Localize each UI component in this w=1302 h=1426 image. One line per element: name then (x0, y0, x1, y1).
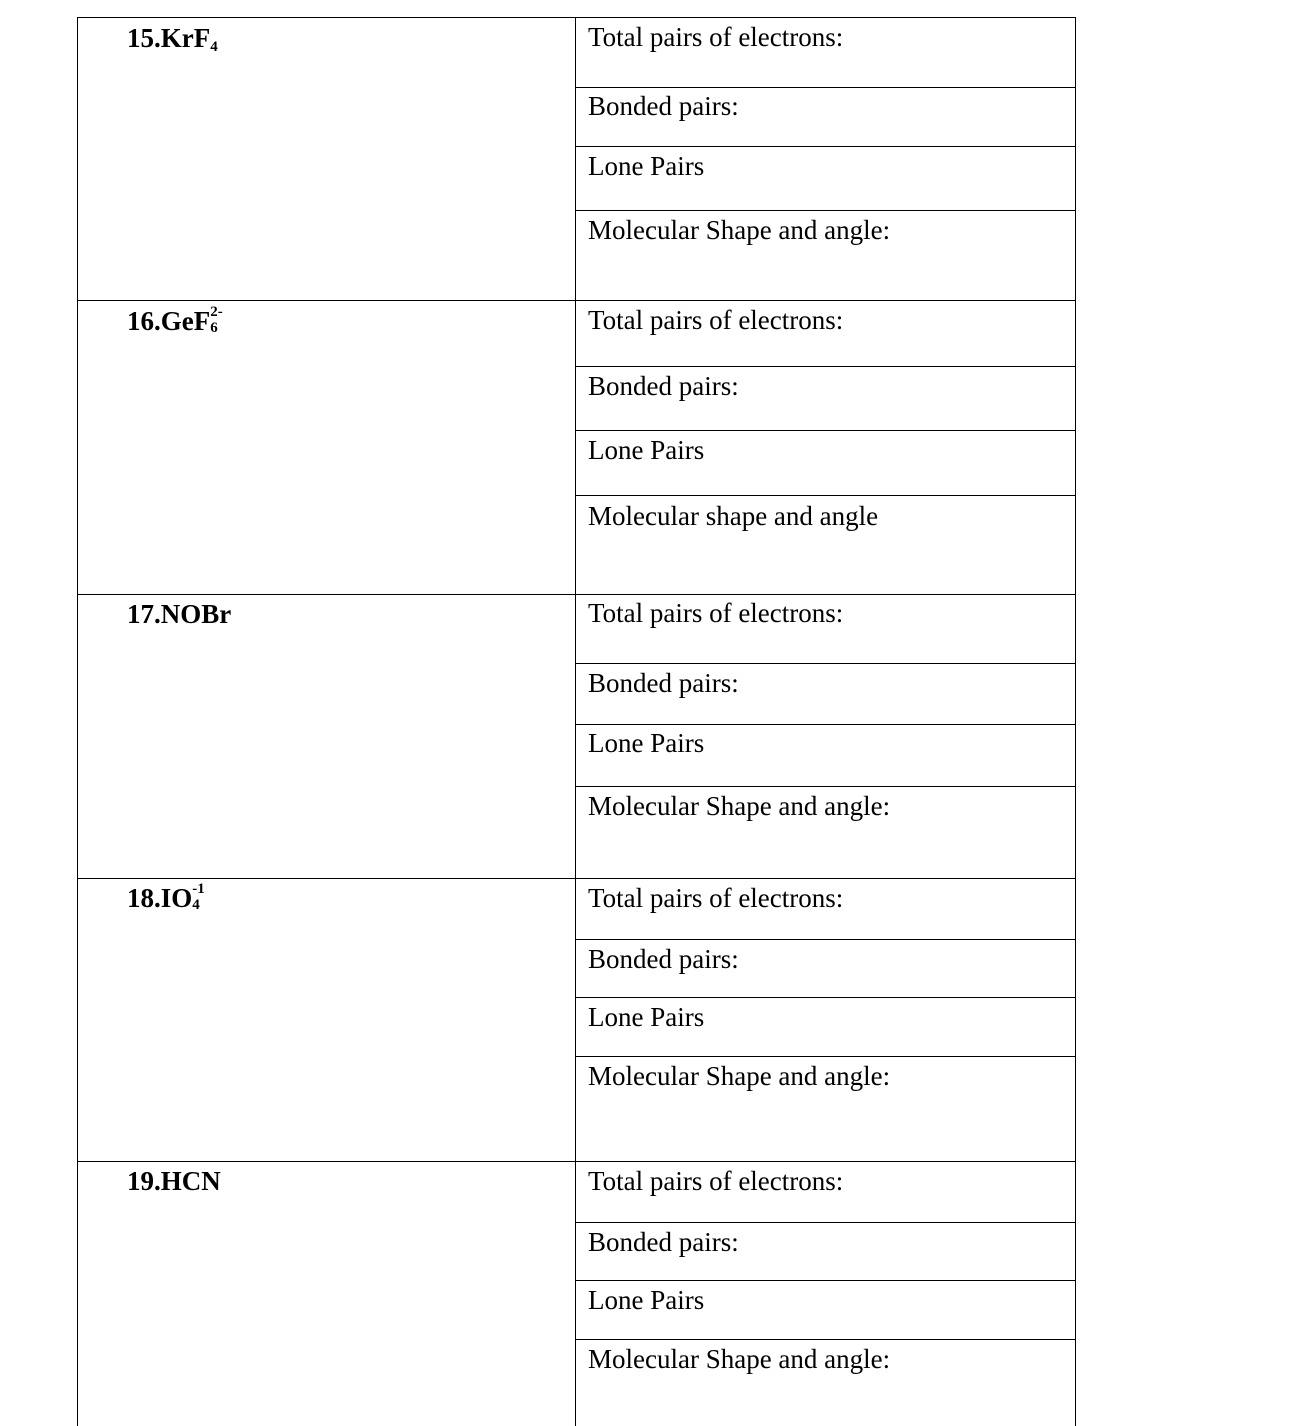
bonded-pairs-label: Bonded pairs: (588, 944, 739, 974)
question-number: 15. (127, 23, 161, 53)
molecule-label-16 (127, 304, 224, 336)
molecule-label-17 (127, 601, 231, 628)
row-border (77, 300, 1076, 301)
total-pairs-label: Total pairs of electrons: (588, 883, 844, 913)
row-border (77, 878, 1076, 879)
table-middle-border (575, 17, 576, 1426)
molecular-shape-label: Molecular Shape and angle: (588, 1344, 891, 1374)
field-border (575, 1280, 1076, 1281)
question-number: 17. (127, 599, 161, 629)
molecular-shape-label: Molecular shape and angle (588, 501, 879, 531)
field-border (575, 1222, 1076, 1223)
total-pairs-label: Total pairs of electrons: (588, 305, 844, 335)
field-border (575, 495, 1076, 496)
molecule-label-19 (127, 1168, 221, 1195)
formula-subscript: 4 (192, 897, 200, 913)
field-border (575, 210, 1076, 211)
question-number: 16. (127, 306, 161, 336)
question-number: 19. (127, 1166, 161, 1196)
formula-subscript: 6 (210, 320, 218, 336)
field-border (575, 366, 1076, 367)
total-pairs-label: Total pairs of electrons: (588, 598, 844, 628)
formula-subscript: 4 (210, 39, 218, 55)
field-border (575, 87, 1076, 88)
formula-base: KrF (160, 23, 211, 53)
formula-base: NOBr (160, 599, 232, 629)
bonded-pairs-label: Bonded pairs: (588, 371, 739, 401)
field-border (575, 146, 1076, 147)
row-border (77, 1161, 1076, 1162)
field-border (575, 997, 1076, 998)
molecule-label-18 (127, 881, 206, 913)
formula-base: GeF (160, 306, 211, 336)
bonded-pairs-label: Bonded pairs: (588, 668, 739, 698)
field-border (575, 663, 1076, 664)
field-border (575, 939, 1076, 940)
bonded-pairs-label: Bonded pairs: (588, 1227, 739, 1257)
molecular-shape-label: Molecular Shape and angle: (588, 791, 891, 821)
formula-superscript: -1 (192, 881, 205, 897)
molecular-shape-label: Molecular Shape and angle: (588, 1061, 891, 1091)
lone-pairs-label: Lone Pairs (588, 151, 705, 181)
question-number: 18. (127, 883, 161, 913)
formula-superscript: 2- (210, 304, 223, 320)
lone-pairs-label: Lone Pairs (588, 435, 705, 465)
molecule-label-15 (127, 25, 218, 55)
formula-base: HCN (160, 1166, 221, 1196)
worksheet-table (77, 17, 1076, 1426)
row-border (77, 17, 1076, 18)
lone-pairs-label: Lone Pairs (588, 728, 705, 758)
formula-base: IO (160, 883, 193, 913)
table-right-border (1075, 17, 1076, 1426)
lone-pairs-label: Lone Pairs (588, 1285, 705, 1315)
table-left-border (77, 17, 78, 1426)
total-pairs-label: Total pairs of electrons: (588, 22, 844, 52)
bonded-pairs-label: Bonded pairs: (588, 91, 739, 121)
field-border (575, 786, 1076, 787)
total-pairs-label: Total pairs of electrons: (588, 1166, 844, 1196)
field-border (575, 724, 1076, 725)
row-border (77, 594, 1076, 595)
field-border (575, 430, 1076, 431)
field-border (575, 1339, 1076, 1340)
molecular-shape-label: Molecular Shape and angle: (588, 215, 891, 245)
lone-pairs-label: Lone Pairs (588, 1002, 705, 1032)
field-border (575, 1056, 1076, 1057)
